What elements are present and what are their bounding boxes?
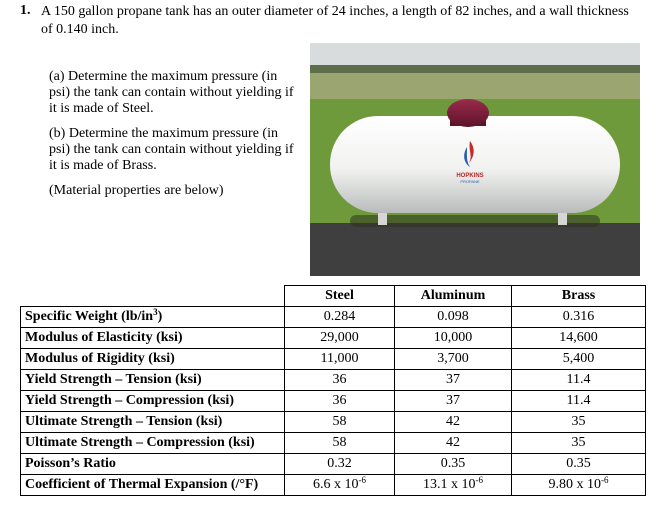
material-properties-table bbox=[20, 285, 646, 496]
road bbox=[310, 223, 640, 276]
cell-steel: 58 bbox=[285, 433, 395, 454]
material-note: (Material properties are below) bbox=[49, 183, 224, 198]
table-row bbox=[21, 307, 646, 328]
table-header-row bbox=[21, 286, 646, 307]
table-row bbox=[21, 349, 646, 370]
cell-brass: 11.4 bbox=[512, 370, 646, 391]
row-label: Yield Strength – Tension (ksi) bbox=[21, 370, 285, 391]
cell-brass: 9.80 x $10^{-6}$ bbox=[512, 475, 646, 496]
row-label: Yield Strength – Compression (ksi) bbox=[21, 391, 285, 412]
table-corner bbox=[21, 286, 285, 307]
column-header-brass: Brass bbox=[512, 286, 646, 307]
row-label: Modulus of Rigidity (ksi) bbox=[21, 349, 285, 370]
table-row bbox=[21, 391, 646, 412]
part-b-text: Determine the maximum pressure (in psi) the tank can contain without yielding if it is made of Brass. bbox=[49, 126, 294, 173]
row-label: Specific Weight $(lb/in^3)$ bbox=[21, 307, 285, 328]
tank-logo-subtext: PROPANE bbox=[460, 179, 480, 184]
cell-aluminum: 42 bbox=[395, 433, 512, 454]
cell-aluminum: 37 bbox=[395, 370, 512, 391]
cell-aluminum: 42 bbox=[395, 412, 512, 433]
tank-logo-text: HOPKINS bbox=[456, 173, 484, 179]
cell-aluminum: 10,000 bbox=[395, 328, 512, 349]
part-b-label: (b) bbox=[49, 126, 66, 141]
cell-aluminum: 3,700 bbox=[395, 349, 512, 370]
cell-brass: 35 bbox=[512, 433, 646, 454]
cell-aluminum: 37 bbox=[395, 391, 512, 412]
cell-steel: 36 bbox=[285, 370, 395, 391]
row-label: Modulus of Elasticity (ksi) bbox=[21, 328, 285, 349]
table-row bbox=[21, 328, 646, 349]
cell-steel: 58 bbox=[285, 412, 395, 433]
cell-brass: 11.4 bbox=[512, 391, 646, 412]
propane-tank-photo bbox=[310, 43, 640, 276]
cell-brass: 0.35 bbox=[512, 454, 646, 475]
tank-body bbox=[330, 116, 620, 213]
table-row bbox=[21, 370, 646, 391]
field bbox=[310, 73, 640, 101]
part-a bbox=[49, 69, 299, 117]
question-text: A 150 gallon propane tank has an outer diameter of 24 inches, a length of 82 inches, and a wall thickness of 0.140 inch. bbox=[41, 4, 629, 37]
cell-steel: 11,000 bbox=[285, 349, 395, 370]
cell-steel: 0.284 bbox=[285, 307, 395, 328]
part-b bbox=[49, 126, 299, 174]
cell-steel: 0.32 bbox=[285, 454, 395, 475]
column-header-aluminum: Aluminum bbox=[395, 286, 512, 307]
cell-brass: 35 bbox=[512, 412, 646, 433]
part-a-text: Determine the maximum pressure (in psi) the tank can contain without yielding if it is made of Steel. bbox=[49, 69, 294, 116]
table-row bbox=[21, 412, 646, 433]
table-row bbox=[21, 433, 646, 454]
cell-steel: 36 bbox=[285, 391, 395, 412]
question-number: 1. bbox=[20, 3, 31, 18]
tree-line bbox=[310, 65, 640, 74]
cell-aluminum: 0.098 bbox=[395, 307, 512, 328]
row-label: Poisson’s Ratio bbox=[21, 454, 285, 475]
cell-aluminum: 13.1 x $10^{-6}$ bbox=[395, 475, 512, 496]
cell-brass: 0.316 bbox=[512, 307, 646, 328]
table-row bbox=[21, 475, 646, 496]
cell-steel: 29,000 bbox=[285, 328, 395, 349]
table-row bbox=[21, 454, 646, 475]
cell-brass: 14,600 bbox=[512, 328, 646, 349]
column-header-steel: Steel bbox=[285, 286, 395, 307]
part-a-label: (a) bbox=[49, 69, 65, 84]
row-label: Coefficient of Thermal Expansion (/°F) bbox=[21, 475, 285, 496]
row-label: Ultimate Strength – Tension (ksi) bbox=[21, 412, 285, 433]
tank-dome bbox=[447, 99, 489, 127]
row-label: Ultimate Strength – Compression (ksi) bbox=[21, 433, 285, 454]
cell-brass: 5,400 bbox=[512, 349, 646, 370]
cell-aluminum: 0.35 bbox=[395, 454, 512, 475]
cell-steel: 6.6 x $10^{-6}$ bbox=[285, 475, 395, 496]
